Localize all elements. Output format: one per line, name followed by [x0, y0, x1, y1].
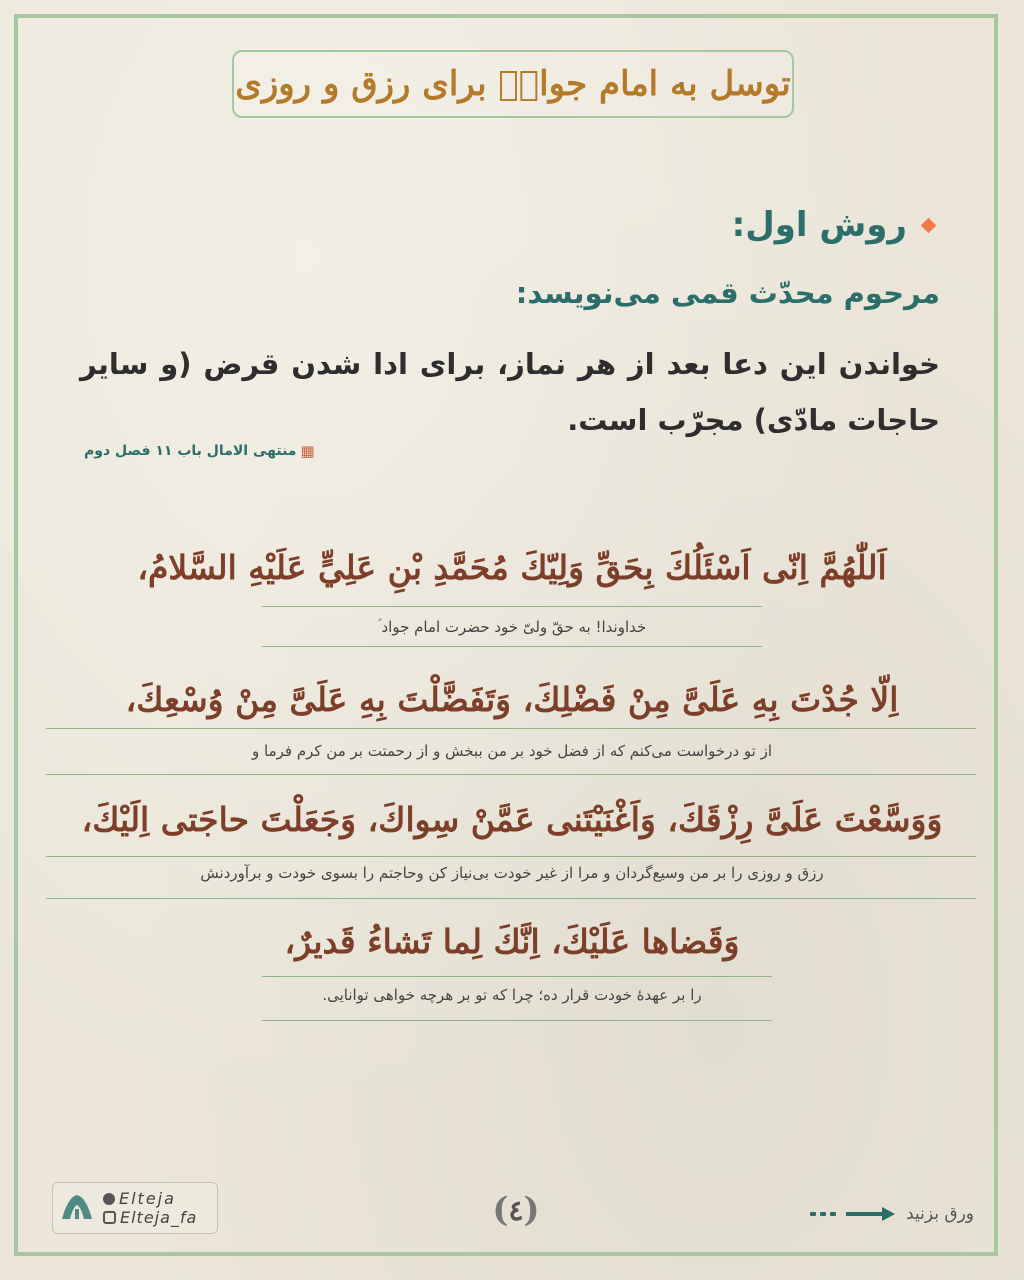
arrow-dot: [810, 1212, 816, 1216]
social-handles: [103, 1189, 197, 1227]
verse-3-arabic: وَوَسَّعْتَ عَلَىَّ رِزْقَكَ، وَاَغْنَيْتَنى عَمَّنْ سِواكَ، وَجَعَلْتَ حاجَتى اِلَيْكَ،: [81, 800, 943, 839]
diamond-bullet-icon: [921, 217, 937, 233]
verse-4-translation-block: [0, 986, 1024, 1004]
page-number: [488, 1186, 544, 1234]
telegram-icon: [103, 1193, 115, 1205]
verse-4-rule-top: [262, 976, 772, 977]
brand-logo-box[interactable]: [52, 1182, 218, 1234]
verse-2-rule-top: [46, 728, 976, 729]
verse-3: [0, 800, 1024, 839]
instagram-icon: [103, 1211, 116, 1224]
verse-2-rule-bottom: [46, 774, 976, 775]
verse-2-translation: از تو درخواست می‌کنم که از فضل خود بر من ببخش و از رحمتت بر من کرم فرما و: [251, 742, 772, 760]
verse-3-rule-top: [46, 856, 976, 857]
verse-3-rule-bottom: [46, 898, 976, 899]
section-heading-text: روش اول:: [731, 205, 907, 245]
source-text: منتهی الامال باب ۱۱ فصل دوم: [84, 443, 297, 459]
section-heading: [732, 205, 934, 245]
telegram-handle[interactable]: [103, 1189, 197, 1208]
page-number-bracket-right: ): [523, 1190, 540, 1230]
verse-4: [0, 922, 1024, 961]
verse-3-translation-block: [0, 864, 1024, 882]
verse-2: [0, 680, 1024, 719]
page-number-text: ٤: [508, 1193, 524, 1227]
flip-page-hint[interactable]: [810, 1204, 974, 1224]
page-number-bracket-left: (: [492, 1190, 509, 1230]
verse-1: [0, 548, 1024, 587]
verse-1-rule-top: [262, 606, 762, 607]
verse-4-translation: را بر عهدهٔ خودت قرار ده؛ چرا که تو بر هرچه خواهی توانایی.: [322, 986, 702, 1004]
book-icon: ▦: [300, 442, 315, 460]
page-title: توسل به امام جوادؑ برای رزق و روزی: [235, 64, 791, 104]
verse-2-translation-block: [0, 742, 1024, 760]
arrow-dot: [820, 1212, 826, 1216]
subheading: مرحوم محدّث قمی می‌نویسد:: [515, 276, 940, 310]
intro-paragraph: خواندن این دعا بعد از هر نماز، برای ادا شدن قرض (و سایر حاجات مادّی) مجرّب است.: [80, 347, 940, 437]
verse-1-arabic: اَللّٰهُمَّ اِنّى اَسْئَلُكَ بِحَقِّ وَلِيّكَ مُحَمَّدِ بْنِ عَلِيٍّ عَلَيْهِ السَّلامُ،: [137, 548, 887, 587]
verse-1-translation: خداوندا! به حقّ ولیّ خود حضرت امام جواد ؑ: [377, 618, 647, 636]
instagram-handle-text: Elteja_fa: [120, 1208, 198, 1227]
verse-4-arabic: وَقَضاها عَلَيْكَ، اِنَّكَ لِما تَشاءُ قَديرٌ،: [284, 922, 740, 961]
source-citation: [84, 442, 315, 460]
brand-logo-icon: [57, 1188, 97, 1228]
verse-4-rule-bottom: [262, 1020, 772, 1021]
title-box: [232, 50, 794, 118]
arrow-dots: [810, 1212, 836, 1216]
instagram-handle[interactable]: [103, 1208, 197, 1227]
verse-3-translation: رزق و روزی را بر من وسیع‌گردان و مرا از غیر خودت بی‌نیاز کن وحاجتم را بسوی خودت و برآوردنش: [200, 864, 824, 882]
flip-page-text: ورق بزنید: [906, 1204, 974, 1224]
verse-2-arabic: اِلّا جُدْتَ بِهِ عَلَىَّ مِنْ فَضْلِكَ، وَتَفَضَّلْتَ بِهِ عَلَىَّ مِنْ وُسْعِكَ،: [125, 680, 899, 719]
verse-1-rule-bottom: [262, 646, 762, 647]
arrow-right-icon: [846, 1206, 896, 1222]
telegram-handle-text: Elteja: [119, 1189, 176, 1208]
arrow-dot: [830, 1212, 836, 1216]
verse-1-translation-block: [0, 618, 1024, 636]
